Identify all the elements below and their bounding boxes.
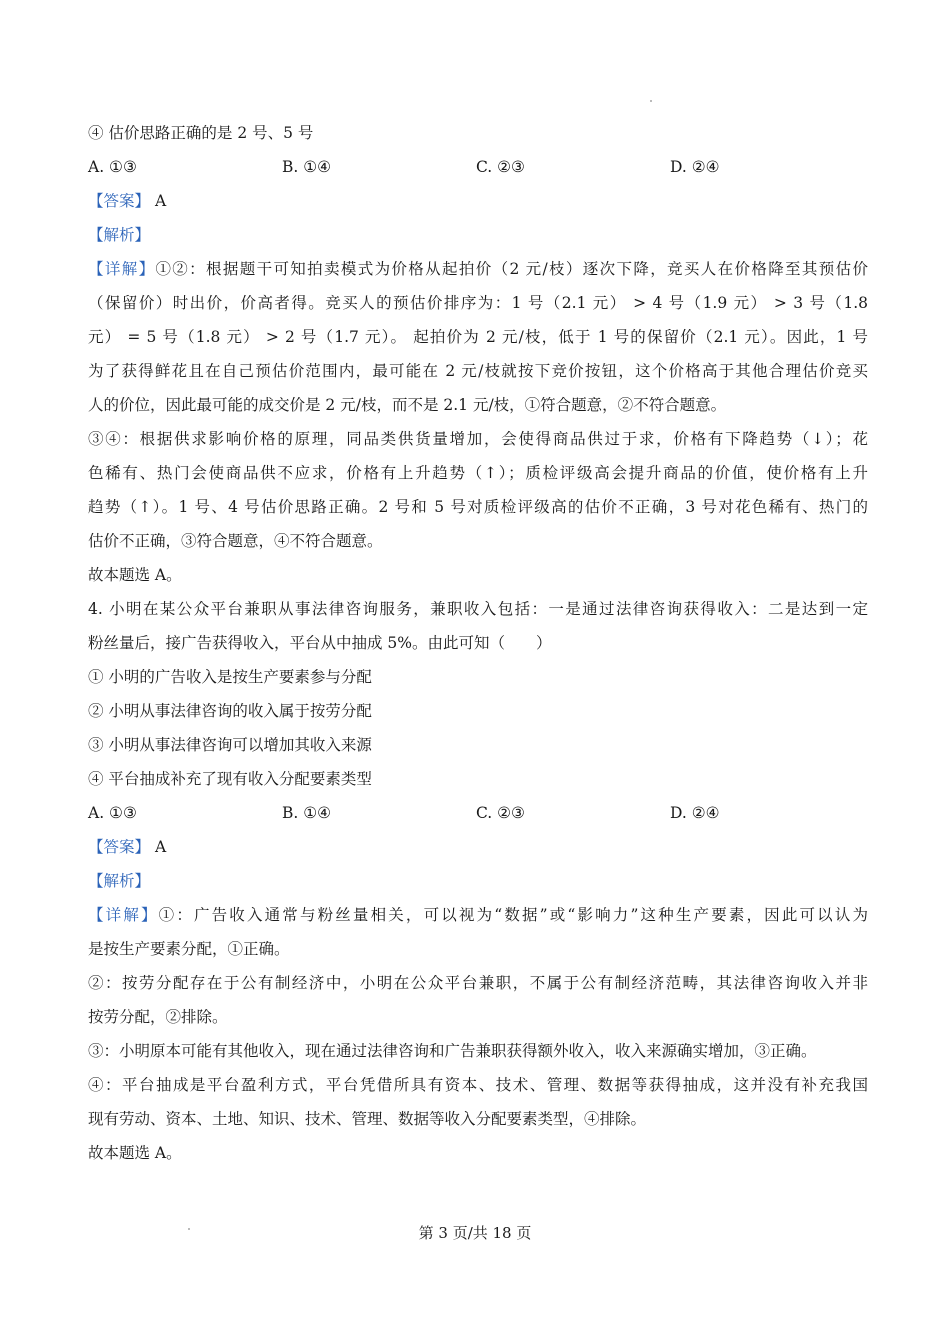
q3-detail2-line: 色稀有、热门会使商品供不应求，价格有上升趋势（↑）；质检评级高会提升商品的价值，使价格有上升 [88, 464, 868, 482]
q3-option-d: D. ②④ [670, 158, 720, 176]
q3-detail-line: 为了获得鲜花且在自己预估价范围内，最可能在 2 元/枝就按下竞价按钮，这个价格高于其他合理估价竞买 [88, 362, 868, 380]
q3-detail2-paragraph [88, 422, 868, 558]
page-footer: 第 3 页/共 18 页 [418, 1224, 532, 1242]
q4-p2-line: 按劳分配，②排除。 [88, 1008, 228, 1026]
q4-p4 [88, 1068, 868, 1136]
q4-p2 [88, 966, 868, 1034]
q4-item-3: ③ 小明从事法律咨询可以增加其收入来源 [88, 736, 372, 754]
q3-detail2-line: 估价不正确，③符合题意，④不符合题意。 [88, 532, 383, 550]
q4-answer [88, 830, 868, 864]
q3-conclusion: 故本题选 A。 [88, 566, 182, 584]
q3-option-c: C. ②③ [476, 158, 525, 176]
q4-option-d: D. ②④ [670, 804, 720, 822]
q3-option-a: A. ①③ [88, 158, 137, 176]
q4-p3-line: ③：小明原本可能有其他收入，现在通过法律咨询和广告兼职获得额外收入，收入来源确实增加，③正确。 [88, 1042, 817, 1060]
q4-item-4: ④ 平台抽成补充了现有收入分配要素类型 [88, 770, 372, 788]
q4-option-b: B. ①④ [282, 804, 332, 822]
q3-detail-line: （保留价）时出价，价高者得。竞买人的预估价排序为：1 号（2.1 元） > 4 号（1.9 元） > 3 号（1.8 [88, 294, 868, 312]
detail-tag: 【详解】 [88, 260, 156, 278]
q4-conclusion: 故本题选 A。 [88, 1144, 182, 1162]
q4-p1-line: 是按生产要素分配，①正确。 [88, 940, 290, 958]
q3-detail2-line: 趋势（↑）。1 号、4 号估价思路正确。2 号和 5 号对质检评级高的估价不正确，3 号对花色稀有、热门的 [88, 498, 868, 516]
q4-p1 [88, 898, 868, 966]
q4-p3 [88, 1034, 868, 1068]
q3-detail2-line: ③④：根据供求影响价格的原理，同品类供货量增加，会使得商品供过于求，价格有下降趋势（↓）；花 [88, 430, 868, 448]
q4-stem-line: 4. 小明在某公众平台兼职从事法律咨询服务，兼职收入包括：一是通过法律咨询获得收入：二是达到一定 [88, 600, 868, 618]
answer-value: A [154, 838, 167, 856]
q4-options [88, 796, 868, 830]
q3-detail-line: 人的价位，因此最可能的成交价是 2 元/枝，而不是 2.1 元/枝，①符合题意，②不符合题意。 [88, 396, 727, 414]
answer-value: A [154, 192, 167, 210]
q3-detail-paragraph [88, 252, 868, 422]
answer-tag: 【答案】 [88, 192, 151, 210]
q4-p4-line: ④：平台抽成是平台盈利方式，平台凭借所具有资本、技术、管理、数据等获得抽成，这并没有补充我国 [88, 1076, 868, 1094]
analysis-tag: 【解析】 [88, 226, 151, 244]
q3-analysis-heading [88, 218, 868, 252]
q4-stem-line: 粉丝量后，接广告获得收入，平台从中抽成 5%。由此可知（ ） [88, 634, 552, 652]
q3-options [88, 150, 868, 184]
q4-analysis-heading [88, 864, 868, 898]
q4-p4-line: 现有劳动、资本、土地、知识、技术、管理、数据等收入分配要素类型，④排除。 [88, 1110, 647, 1128]
q4-item-2: ② 小明从事法律咨询的收入属于按劳分配 [88, 702, 372, 720]
q4-option-a: A. ①③ [88, 804, 137, 822]
q3-answer [88, 184, 868, 218]
q3-detail-line: 【详解】①②：根据题干可知拍卖模式为价格从起拍价（2 元/枝）逐次下降，竞买人在价格降至其预估价 [88, 260, 868, 278]
answer-tag: 【答案】 [88, 838, 151, 856]
q4-p2-line: ②：按劳分配存在于公有制经济中，小明在公众平台兼职，不属于公有制经济范畴，其法律咨询收入并非 [88, 974, 868, 992]
document-body [88, 116, 868, 1170]
q3-item-4: ④ 估价思路正确的是 2 号、5 号 [88, 124, 314, 142]
q3-option-b: B. ①④ [282, 158, 332, 176]
q4-option-c: C. ②③ [476, 804, 525, 822]
q4-item-1: ① 小明的广告收入是按生产要素参与分配 [88, 668, 372, 686]
analysis-tag: 【解析】 [88, 872, 151, 890]
q3-detail-line: 元） = 5 号（1.8 元） > 2 号（1.7 元）。 起拍价为 2 元/枝，低于 1 号的保留价（2.1 元）。因此，1 号 [88, 328, 868, 346]
scan-dot [650, 100, 652, 102]
detail-tag: 【详解】 [88, 906, 159, 924]
q4-p1-line: 【详解】①：广告收入通常与粉丝量相关，可以视为“数据”或“影响力”这种生产要素，因此可以认为 [88, 906, 868, 924]
q4-stem [88, 592, 868, 660]
